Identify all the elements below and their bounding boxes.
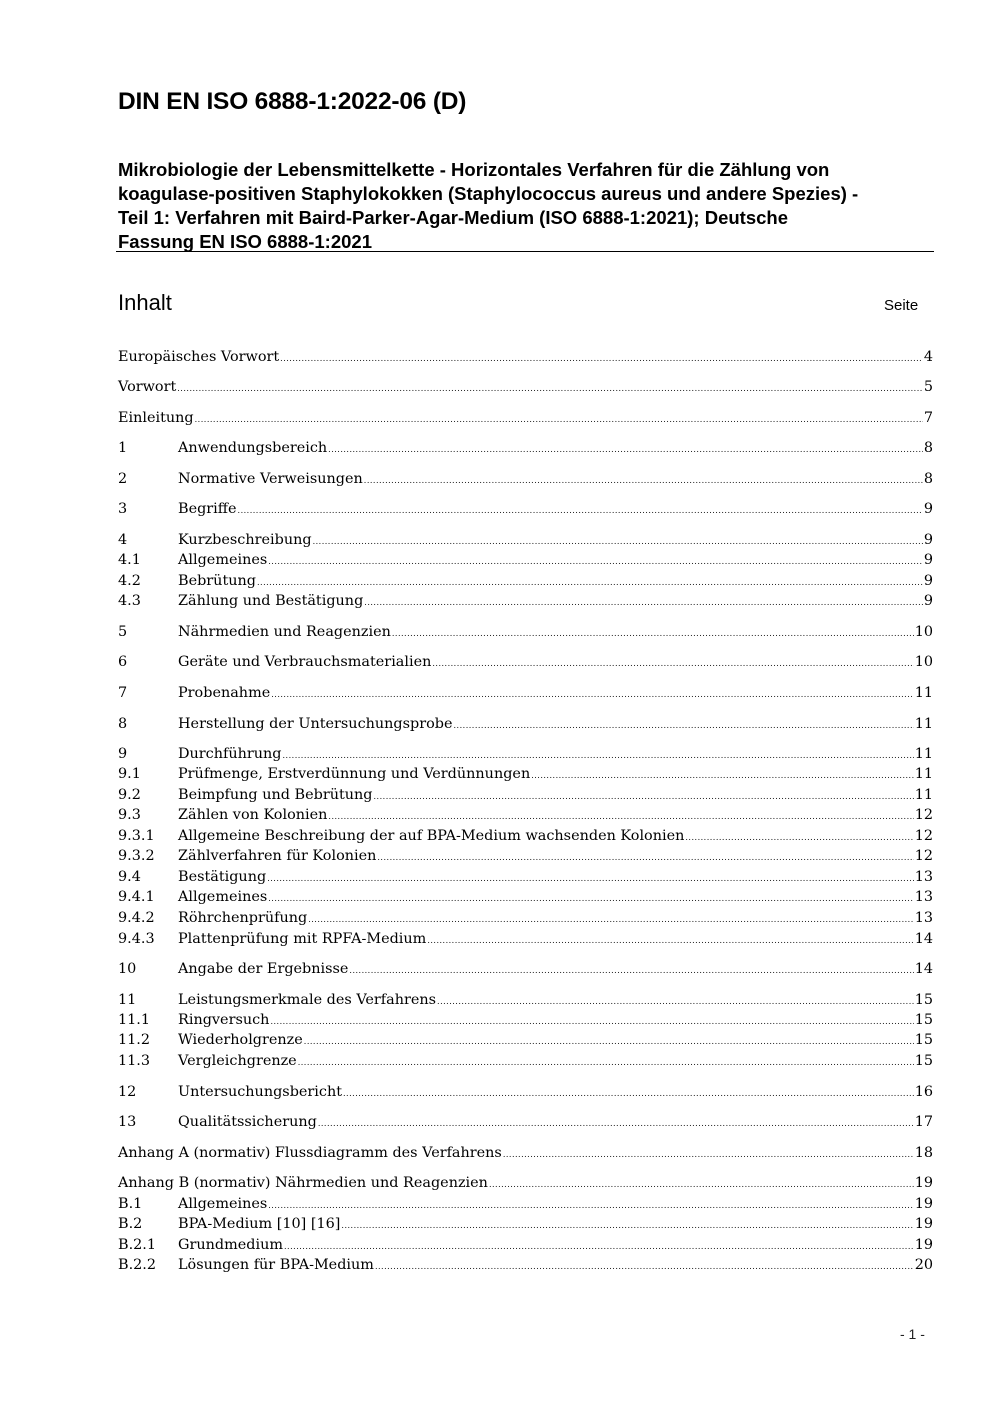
title-line: Fassung EN ISO 6888-1:2021 xyxy=(118,231,372,252)
dot-leader xyxy=(284,1242,914,1251)
toc-entry[interactable] xyxy=(118,1084,933,1104)
toc-entry-page: 9 xyxy=(923,532,933,548)
toc-entry-label: Lösungen für BPA-Medium xyxy=(178,1257,374,1273)
toc-entry-label: Anhang B (normativ) Nährmedien und Reagenzien xyxy=(118,1175,488,1191)
dot-leader xyxy=(283,751,914,760)
toc-entry-page: 9 xyxy=(923,593,933,609)
dot-leader xyxy=(195,415,923,424)
dot-leader xyxy=(343,1089,914,1098)
document-id: DIN EN ISO 6888-1:2022-06 (D) xyxy=(118,88,467,115)
toc-entry-label: Leistungsmerkmale des Verfahrens xyxy=(178,992,437,1008)
toc-entry[interactable] xyxy=(118,1237,933,1257)
dot-leader xyxy=(304,1037,914,1046)
toc-entry[interactable] xyxy=(118,552,933,572)
toc-entry-number: B.2.2 xyxy=(118,1257,157,1273)
toc-entry[interactable] xyxy=(118,410,933,430)
toc-entry-label: Durchführung xyxy=(178,746,282,762)
dot-leader xyxy=(531,771,913,780)
table-of-contents xyxy=(118,0,933,1403)
toc-entry-number: B.2.1 xyxy=(118,1237,157,1253)
toc-entry[interactable] xyxy=(118,440,933,460)
toc-entry-page: 11 xyxy=(914,716,933,732)
toc-entry-number: 4.3 xyxy=(118,593,141,609)
toc-entry[interactable] xyxy=(118,624,933,644)
toc-entry[interactable] xyxy=(118,1053,933,1073)
title-line: koagulase-positiven Staphylokokken (Staphylococcus aureus und andere Spezies) - xyxy=(118,183,859,204)
toc-entry[interactable] xyxy=(118,869,933,889)
dot-leader xyxy=(454,721,914,730)
toc-entry-page: 7 xyxy=(923,410,933,426)
toc-entry-label: Kurzbeschreibung xyxy=(178,532,312,548)
toc-entry-label: Europäisches Vorwort xyxy=(118,349,280,365)
toc-entry-label: Normative Verweisungen xyxy=(178,471,363,487)
toc-entry-number: 2 xyxy=(118,471,128,487)
toc-entry[interactable] xyxy=(118,685,933,705)
toc-entry-number: B.1 xyxy=(118,1196,143,1212)
toc-entry-number: 9.4.3 xyxy=(118,931,155,947)
toc-entry-page: 16 xyxy=(914,1084,933,1100)
toc-entry-number: 9.3 xyxy=(118,807,141,823)
toc-entry-label: Wiederholgrenze xyxy=(178,1032,303,1048)
dot-leader xyxy=(308,915,913,924)
toc-entry-label: Vergleichgrenze xyxy=(178,1053,297,1069)
toc-entry-page: 17 xyxy=(914,1114,933,1130)
dot-leader xyxy=(268,894,913,903)
toc-entry-number: 11 xyxy=(118,992,137,1008)
dot-leader xyxy=(257,578,923,587)
toc-entry-number: 5 xyxy=(118,624,128,640)
toc-entry-page: 15 xyxy=(914,1032,933,1048)
toc-entry-number: 13 xyxy=(118,1114,137,1130)
toc-entry-number: 9.4 xyxy=(118,869,141,885)
toc-entry-number: 9.4.1 xyxy=(118,889,155,905)
toc-entry-page: 4 xyxy=(923,349,933,365)
toc-entry-label: BPA-Medium [10] [16] xyxy=(178,1216,341,1232)
toc-entry-label: Angabe der Ergebnisse xyxy=(178,961,349,977)
toc-entry-label: Vorwort xyxy=(118,379,177,395)
toc-entry-page: 10 xyxy=(914,654,933,670)
toc-entry-label: Ringversuch xyxy=(178,1012,270,1028)
dot-leader xyxy=(375,1262,914,1271)
dot-leader xyxy=(392,629,914,638)
toc-entry-page: 11 xyxy=(914,766,933,782)
toc-entry-number: 9.3.2 xyxy=(118,848,155,864)
title-line: Mikrobiologie der Lebensmittelkette - Horizontales Verfahren für die Zählung von xyxy=(118,159,830,180)
toc-entry-page: 10 xyxy=(914,624,933,640)
toc-entry-page: 19 xyxy=(914,1237,933,1253)
toc-entry-page: 11 xyxy=(914,746,933,762)
dot-leader xyxy=(298,1058,914,1067)
toc-entry-label: Bestätigung xyxy=(178,869,267,885)
dot-leader xyxy=(238,506,923,515)
dot-leader xyxy=(268,557,923,566)
toc-entry-label: Allgemeines xyxy=(178,889,268,905)
toc-entry-number: 9.4.2 xyxy=(118,910,155,926)
toc-entry-page: 19 xyxy=(914,1216,933,1232)
toc-entry-page: 14 xyxy=(914,931,933,947)
dot-leader xyxy=(364,476,923,485)
dot-leader xyxy=(432,659,913,668)
toc-entry[interactable] xyxy=(118,1216,933,1236)
toc-entry-page: 12 xyxy=(914,828,933,844)
toc-entry[interactable] xyxy=(118,1145,933,1165)
toc-entry[interactable] xyxy=(118,910,933,930)
toc-entry-label: Untersuchungsbericht xyxy=(178,1084,343,1100)
toc-entry-label: Nährmedien und Reagenzien xyxy=(178,624,391,640)
toc-entry[interactable] xyxy=(118,746,933,766)
dot-leader xyxy=(268,1201,913,1210)
toc-entry-page: 14 xyxy=(914,961,933,977)
toc-entry[interactable] xyxy=(118,766,933,786)
dot-leader xyxy=(364,598,923,607)
toc-entry-number: 3 xyxy=(118,501,128,517)
toc-entry-label: Plattenprüfung mit RPFA-Medium xyxy=(178,931,427,947)
toc-entry[interactable] xyxy=(118,807,933,827)
toc-entry[interactable] xyxy=(118,654,933,674)
toc-entry[interactable] xyxy=(118,532,933,552)
toc-entry[interactable] xyxy=(118,787,933,807)
toc-entry-page: 19 xyxy=(914,1196,933,1212)
toc-entry-label: Qualitätssicherung xyxy=(178,1114,317,1130)
toc-entry-page: 20 xyxy=(914,1257,933,1273)
toc-entry-number: 8 xyxy=(118,716,128,732)
page-number: - 1 - xyxy=(900,1326,925,1342)
toc-entry-number: 6 xyxy=(118,654,128,670)
dot-leader xyxy=(328,812,913,821)
toc-entry-label: Prüfmenge, Erstverdünnung und Verdünnungen xyxy=(178,766,531,782)
toc-entry[interactable] xyxy=(118,1114,933,1134)
toc-entry-page: 11 xyxy=(914,685,933,701)
toc-entry[interactable] xyxy=(118,1175,933,1195)
toc-entry-number: 10 xyxy=(118,961,137,977)
toc-entry-label: Probenahme xyxy=(178,685,271,701)
toc-entry[interactable] xyxy=(118,1032,933,1052)
toc-entry-page: 8 xyxy=(923,440,933,456)
toc-entry-page: 13 xyxy=(914,910,933,926)
toc-entry-number: 9.1 xyxy=(118,766,141,782)
toc-entry-label: Geräte und Verbrauchsmaterialien xyxy=(178,654,432,670)
toc-entry-label: Einleitung xyxy=(118,410,194,426)
toc-entry-label: Röhrchenprüfung xyxy=(178,910,308,926)
toc-entry-label: Begriffe xyxy=(178,501,237,517)
toc-entry[interactable] xyxy=(118,349,933,369)
dot-leader xyxy=(685,833,913,842)
toc-entry-page: 15 xyxy=(914,992,933,1008)
dot-leader xyxy=(267,874,914,883)
toc-entry[interactable] xyxy=(118,931,933,951)
dot-leader xyxy=(270,1017,913,1026)
toc-entry[interactable] xyxy=(118,848,933,868)
dot-leader xyxy=(503,1150,914,1159)
dot-leader xyxy=(177,384,923,393)
toc-entry-label: Beimpfung und Bebrütung xyxy=(178,787,373,803)
toc-entry-page: 9 xyxy=(923,552,933,568)
toc-entry-number: 11.1 xyxy=(118,1012,151,1028)
dot-leader xyxy=(341,1221,913,1230)
toc-entry[interactable] xyxy=(118,573,933,593)
toc-entry-label: Allgemeine Beschreibung der auf BPA-Medium wachsenden Kolonien xyxy=(178,828,685,844)
dot-leader xyxy=(374,792,914,801)
toc-entry-label: Herstellung der Untersuchungsprobe xyxy=(178,716,453,732)
toc-entry-label: Grundmedium xyxy=(178,1237,284,1253)
toc-entry-label: Bebrütung xyxy=(178,573,256,589)
dot-leader xyxy=(427,936,913,945)
toc-entry-label: Zählen von Kolonien xyxy=(178,807,328,823)
dot-leader xyxy=(313,537,923,546)
dot-leader xyxy=(437,997,914,1006)
toc-entry-number: 1 xyxy=(118,440,128,456)
toc-entry-page: 19 xyxy=(914,1175,933,1191)
toc-entry-number: 4.1 xyxy=(118,552,141,568)
toc-entry-number: 4 xyxy=(118,532,128,548)
toc-entry-page: 9 xyxy=(923,573,933,589)
toc-entry[interactable] xyxy=(118,961,933,981)
toc-entry-page: 9 xyxy=(923,501,933,517)
toc-entry-number: 9.3.1 xyxy=(118,828,155,844)
toc-entry-page: 11 xyxy=(914,787,933,803)
toc-entry[interactable] xyxy=(118,501,933,521)
toc-entry-page: 12 xyxy=(914,848,933,864)
toc-entry[interactable] xyxy=(118,1257,933,1277)
toc-entry-number: 9.2 xyxy=(118,787,141,803)
toc-entry-label: Allgemeines xyxy=(178,552,268,568)
toc-entry-number: 4.2 xyxy=(118,573,141,589)
toc-entry[interactable] xyxy=(118,716,933,736)
toc-entry[interactable] xyxy=(118,1012,933,1032)
dot-leader xyxy=(318,1119,914,1128)
toc-entry-number: B.2 xyxy=(118,1216,143,1232)
toc-entry-label: Allgemeines xyxy=(178,1196,268,1212)
dot-leader xyxy=(271,690,913,699)
toc-entry-number: 7 xyxy=(118,685,128,701)
toc-entry-page: 12 xyxy=(914,807,933,823)
toc-entry[interactable] xyxy=(118,593,933,613)
toc-entry-page: 15 xyxy=(914,1012,933,1028)
dot-leader xyxy=(349,966,913,975)
toc-entry-number: 12 xyxy=(118,1084,137,1100)
toc-entry-label: Zählverfahren für Kolonien xyxy=(178,848,377,864)
toc-heading: Inhalt xyxy=(118,290,172,315)
toc-entry-page: 15 xyxy=(914,1053,933,1069)
dot-leader xyxy=(377,853,913,862)
toc-entry[interactable] xyxy=(118,828,933,848)
toc-entry-page: 13 xyxy=(914,869,933,885)
dot-leader xyxy=(328,445,923,454)
toc-entry[interactable] xyxy=(118,1196,933,1216)
toc-entry[interactable] xyxy=(118,889,933,909)
toc-entry-page: 18 xyxy=(914,1145,933,1161)
page-column-label: Seite xyxy=(884,297,919,314)
toc-entry-label: Anhang A (normativ) Flussdiagramm des Verfahrens xyxy=(118,1145,502,1161)
dot-leader xyxy=(489,1180,914,1189)
title-line: Teil 1: Verfahren mit Baird-Parker-Agar-Medium (ISO 6888-1:2021); Deutsche xyxy=(118,207,788,228)
toc-entry-number: 11.3 xyxy=(118,1053,151,1069)
toc-entry[interactable] xyxy=(118,379,933,399)
toc-entry-number: 9 xyxy=(118,746,128,762)
toc-entry-number: 11.2 xyxy=(118,1032,151,1048)
toc-entry-label: Anwendungsbereich xyxy=(178,440,328,456)
toc-entry-page: 8 xyxy=(923,471,933,487)
toc-entry-page: 5 xyxy=(923,379,933,395)
dot-leader xyxy=(280,354,923,363)
toc-entry-page: 13 xyxy=(914,889,933,905)
toc-entry[interactable] xyxy=(118,471,933,491)
toc-entry-label: Zählung und Bestätigung xyxy=(178,593,364,609)
toc-entry[interactable] xyxy=(118,992,933,1012)
